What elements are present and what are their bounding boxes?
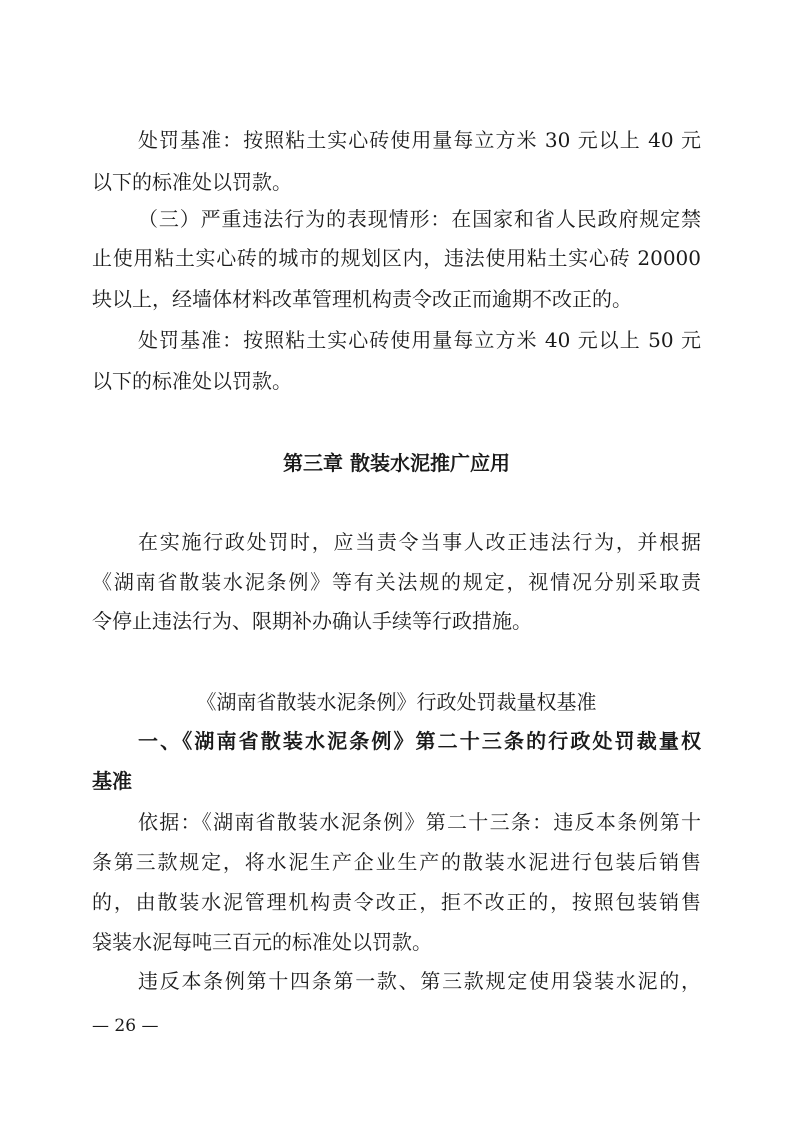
paragraph-line: 以下的标准处以罚款。 — [92, 170, 292, 194]
paragraph-line: 块以上，经墙体材料改革管理机构责令改正而逾期不改正的。 — [92, 287, 632, 311]
paragraph-line: 《湖南省散装水泥条例》等有关法规的规定，视情况分别采取责 — [92, 570, 701, 594]
paragraph-line: 止使用粘土实心砖的城市的规划区内，违法使用粘土实心砖 20000 — [92, 246, 701, 270]
paragraph-line: 依据：《湖南省散装水泥条例》第二十三条：违反本条例第十 — [138, 810, 701, 834]
chapter-heading: 第三章 散装水泥推广应用 — [283, 451, 510, 475]
paragraph-line: 违反本条例第十四条第一款、第三款规定使用袋装水泥的， — [138, 969, 701, 993]
paragraph-line: 的，由散装水泥管理机构责令改正，拒不改正的，按照包装销售 — [92, 890, 701, 914]
section-subheading: 《湖南省散装水泥条例》行政处罚裁量权基准 — [196, 690, 597, 714]
paragraph-line: 令停止违法行为、限期补办确认手续等行政措施。 — [92, 609, 532, 633]
paragraph-line: 袋装水泥每吨三百元的标准处以罚款。 — [92, 930, 432, 954]
page-number: — 26 — — [92, 1016, 159, 1036]
paragraph-line: 条第三款规定，将水泥生产企业生产的散装水泥进行包装后销售 — [92, 850, 701, 874]
paragraph-line: 处罚基准：按照粘土实心砖使用量每立方米 30 元以上 40 元 — [138, 128, 701, 152]
paragraph-line: 处罚基准：按照粘土实心砖使用量每立方米 40 元以上 50 元 — [138, 328, 701, 352]
item-heading: 一、《湖南省散装水泥条例》第二十三条的行政处罚裁量权 — [138, 729, 701, 753]
item-heading: 基准 — [92, 769, 132, 793]
paragraph-line: 以下的标准处以罚款。 — [92, 369, 292, 393]
paragraph-line: 在实施行政处罚时，应当责令当事人改正违法行为，并根据 — [138, 530, 701, 554]
paragraph-line: （三）严重违法行为的表现情形：在国家和省人民政府规定禁 — [138, 207, 701, 231]
